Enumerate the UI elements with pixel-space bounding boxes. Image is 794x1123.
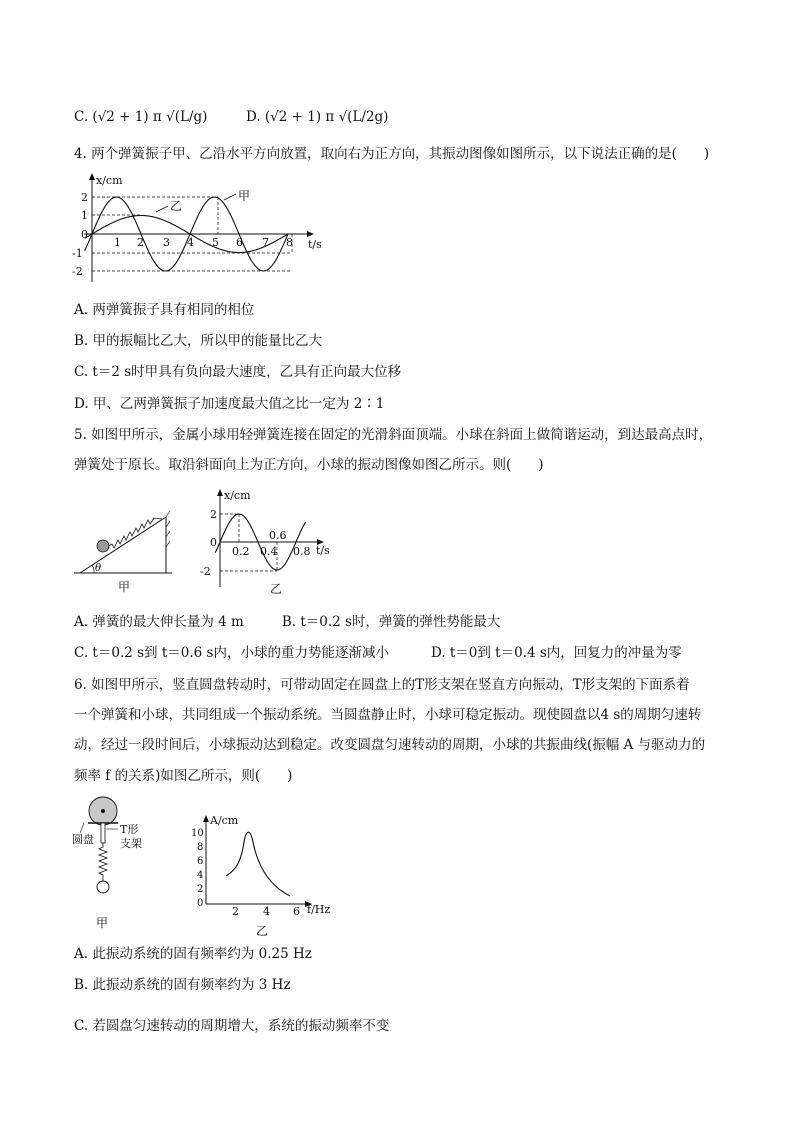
q5-xtick: 0.2 <box>232 545 250 558</box>
q5-fig-a-caption: 甲 <box>118 580 131 594</box>
q6-disk-label: 圆盘 <box>72 833 94 846</box>
q4-stem: 4. 两个弹簧振子甲、乙沿水平方向放置，取向右为正方向，其振动图像如图所示，以下说法正确的是( ) <box>74 146 710 162</box>
q5-xtick: 0.8 <box>293 545 311 558</box>
q5-angle-label: θ <box>95 563 102 574</box>
q6-x-label: f/Hz <box>307 903 331 916</box>
q6-spring <box>99 843 107 881</box>
prev-question-options <box>74 107 388 127</box>
q4-ytick: -1 <box>72 247 83 260</box>
q6-graph-caption: 乙 <box>256 924 269 937</box>
q4-label-jia: 甲 <box>238 189 251 203</box>
q6-stem-1: 6. 如图甲所示，竖直圆盘转动时，可带动固定在圆盘上的T形支架在竖直方向振动，T形支架的下面系着 <box>74 677 690 693</box>
q4-option-b: B. 甲的振幅比乙大，所以甲的能量比乙大 <box>74 333 323 349</box>
q4-label-yi: 乙 <box>170 199 183 213</box>
q5-y-label: x/cm <box>224 489 251 502</box>
q4-option-c: C. t＝2 s时甲具有负向最大速度，乙具有正向最大位移 <box>74 364 402 380</box>
q6-y-label: A/cm <box>210 814 239 827</box>
q5-option-c: C. t＝0.2 s到 t＝0.6 s内，小球的重力势能逐渐减小 <box>74 645 389 661</box>
q4-xtick: 3 <box>163 236 170 249</box>
q4-ytick: 2 <box>81 191 88 204</box>
q4-x-label: t/s <box>308 238 322 251</box>
q4-ytick: -2 <box>72 265 83 278</box>
q6-resonance-curve <box>226 832 290 896</box>
q6-ytick: 2 <box>197 884 204 895</box>
q5-stem-1: 5. 如图甲所示，金属小球用轻弹簧连接在固定的光滑斜面顶端。小球在斜面上做简谐运动，到达最高点时， <box>74 427 713 443</box>
q6-t-label-1: T形 <box>120 823 139 836</box>
q6-fig-a-caption: 甲 <box>96 916 109 930</box>
q4-xtick: 5 <box>212 236 219 249</box>
q6-xtick: 4 <box>263 905 270 918</box>
q6-fig-disk <box>70 795 160 935</box>
q6-ytick: 4 <box>197 870 204 881</box>
q4-ytick: 1 <box>81 209 88 222</box>
q5-ball <box>97 540 109 552</box>
q5-ytick: 0 <box>210 536 217 549</box>
option-d: D. (√2 + 1) π √(L/2g) <box>245 109 389 125</box>
q4-xtick: 8 <box>286 236 293 249</box>
q6-option-a: A. 此振动系统的固有频率约为 0.25 Hz <box>74 946 312 962</box>
q6-stem-4: 频率 f 的关系)如图乙所示，则( ) <box>74 768 293 784</box>
q5-options-row1 <box>74 612 500 632</box>
q5-graph <box>200 487 340 597</box>
q5-graph-caption: 乙 <box>270 582 283 596</box>
q4-xtick: 7 <box>262 236 269 249</box>
q4-option-a: A. 两弹簧振子具有相同的相位 <box>74 302 255 318</box>
q6-option-c: C. 若圆盘匀速转动的周期增大，系统的振动频率不变 <box>74 1018 390 1034</box>
q5-ytick: 2 <box>210 508 217 521</box>
q6-ytick: 6 <box>197 856 204 867</box>
q6-ytick: 0 <box>197 898 204 909</box>
q5-stem-2: 弹簧处于原长。取沿斜面向上为正方向，小球的振动图像如图乙所示。则( ) <box>74 457 544 473</box>
q6-stem-2: 一个弹簧和小球，共同组成一个振动系统。当圆盘静止时，小球可稳定振动。现使圆盘以4 s的周期匀速转 <box>74 707 702 723</box>
q6-stem-3: 动，经过一段时间后，小球振动达到稳定。改变圆盘匀速转动的周期，小球的共振曲线(振幅 A 与驱动力的 <box>74 737 706 753</box>
q5-fig-incline <box>70 495 180 595</box>
q4-xtick: 4 <box>187 236 194 249</box>
q5-option-b: B. t＝0.2 s时，弹簧的弹性势能最大 <box>281 614 501 630</box>
q4-ytick: 0 <box>81 228 88 241</box>
q6-graph <box>186 812 346 937</box>
q6-option-b: B. 此振动系统的固有频率约为 3 Hz <box>74 977 291 993</box>
q6-ball <box>97 881 109 893</box>
q4-xtick: 1 <box>114 236 121 249</box>
q4-y-label: x/cm <box>96 174 123 187</box>
option-c: C. (√2 + 1) π √(L/g) <box>74 109 208 125</box>
q5-option-d: D. t＝0到 t＝0.4 s内，回复力的冲量为零 <box>430 645 682 661</box>
q6-xtick: 6 <box>293 905 300 918</box>
q5-option-a: A. 弹簧的最大伸长量为 4 m <box>74 614 244 630</box>
q4-xtick: 6 <box>236 236 243 249</box>
q6-ytick: 8 <box>197 842 204 853</box>
q6-t-label-2: 支架 <box>120 837 142 850</box>
q5-x-label: t/s <box>316 544 330 557</box>
q5-xtick: 0.4 <box>260 545 278 558</box>
q4-option-d: D. 甲、乙两弹簧振子加速度最大值之比一定为 2∶1 <box>74 396 385 412</box>
q6-xtick: 2 <box>232 905 239 918</box>
q4-xtick: 2 <box>137 236 144 249</box>
q5-options-row2 <box>74 643 682 663</box>
q6-ytick: 10 <box>191 828 204 839</box>
q5-ytick: -2 <box>200 565 211 578</box>
q4-graph <box>72 170 332 290</box>
q5-xtick: 0.6 <box>269 529 287 542</box>
